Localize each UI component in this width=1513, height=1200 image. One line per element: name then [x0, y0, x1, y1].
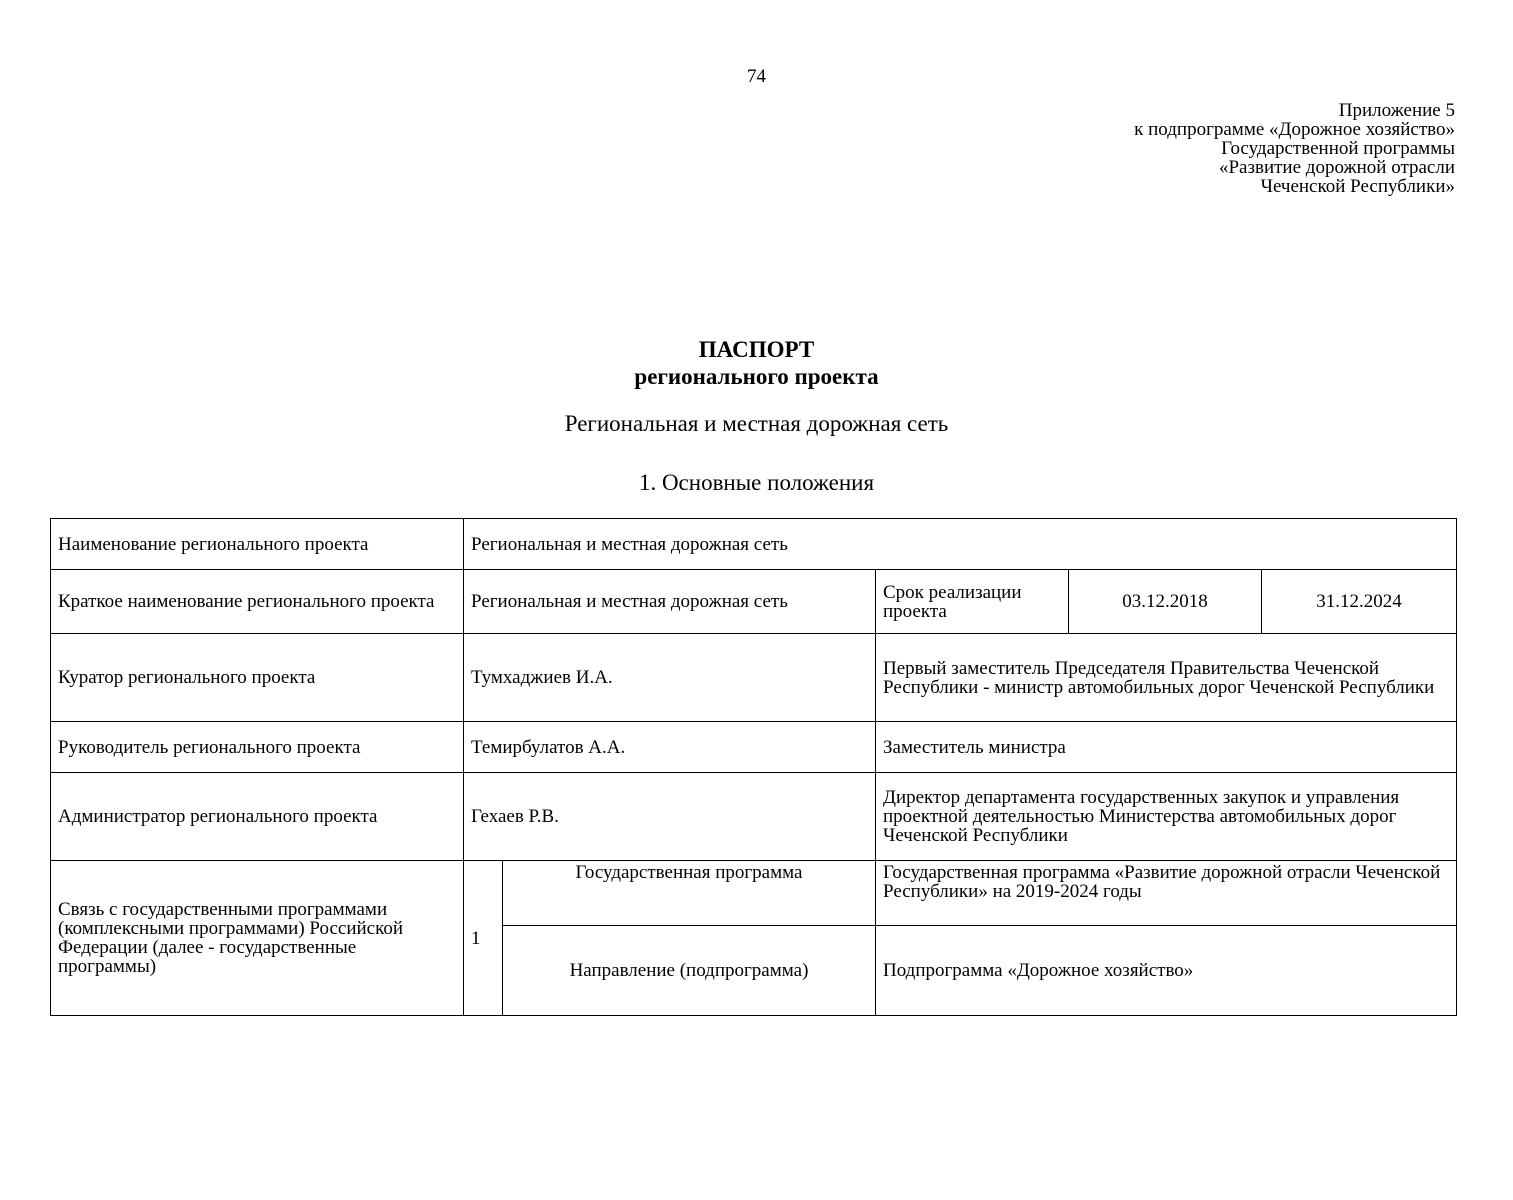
direction-value: Подпрограмма «Дорожное хозяйство»: [876, 926, 1457, 1016]
program-number: 1: [464, 861, 503, 1016]
row-value: Региональная и местная дорожная сеть: [464, 519, 1457, 570]
person-name: Тумхаджиев И.А.: [464, 634, 876, 722]
passport-table: [50, 518, 1457, 1016]
table-row: [51, 519, 1457, 570]
table-row: [51, 570, 1457, 634]
appendix-note: [1134, 101, 1455, 196]
document-title: [0, 336, 1513, 390]
section-title: 1. Основные положения: [638, 470, 875, 495]
end-date: 31.12.2024: [1262, 570, 1457, 634]
appendix-line: «Развитие дорожной отрасли: [1218, 157, 1455, 178]
appendix-line: Государственной программы: [1221, 138, 1455, 159]
row-label: Администратор регионального проекта: [51, 773, 464, 861]
term-label: Срок реализации проекта: [876, 570, 1069, 634]
person-position: Первый заместитель Председателя Правительства Чеченской Республики - министр автомобильных дорог Чеченской Республики: [876, 634, 1457, 722]
table-row: [51, 861, 1457, 926]
person-name: Темирбулатов А.А.: [464, 722, 876, 773]
page-number: 74: [747, 66, 766, 87]
start-date: 03.12.2018: [1069, 570, 1262, 634]
row-value: Региональная и местная дорожная сеть: [464, 570, 876, 634]
person-position: Заместитель министра: [876, 722, 1457, 773]
row-label: Руководитель регионального проекта: [51, 722, 464, 773]
person-name: Гехаев Р.В.: [464, 773, 876, 861]
project-name: Региональная и местная дорожная сеть: [564, 411, 949, 436]
appendix-line: Чеченской Республики»: [1260, 176, 1455, 197]
title-sub: регионального проекта: [634, 364, 879, 389]
table-row: [51, 773, 1457, 861]
program-label: Государственная программа: [503, 861, 876, 926]
program-value: Государственная программа «Развитие дорожной отрасли Чеченской Республики» на 2019-2024 годы: [876, 861, 1457, 926]
row-label: Наименование регионального проекта: [51, 519, 464, 570]
table-row: [51, 722, 1457, 773]
row-label: Краткое наименование регионального проекта: [51, 570, 464, 634]
table-row: [51, 634, 1457, 722]
row-label: Связь с государственными программами (комплексными программами) Российской Федерации (далее - государственные программы): [51, 861, 464, 1016]
person-position: Директор департамента государственных закупок и управления проектной деятельностью Министерства автомобильных дорог Чеченской Республики: [876, 773, 1457, 861]
appendix-line: Приложение 5: [1338, 100, 1455, 121]
appendix-line: к подпрограмме «Дорожное хозяйство»: [1134, 119, 1455, 140]
row-label: Куратор регионального проекта: [51, 634, 464, 722]
direction-label: Направление (подпрограмма): [503, 926, 876, 1016]
title-main: ПАСПОРТ: [698, 337, 815, 362]
